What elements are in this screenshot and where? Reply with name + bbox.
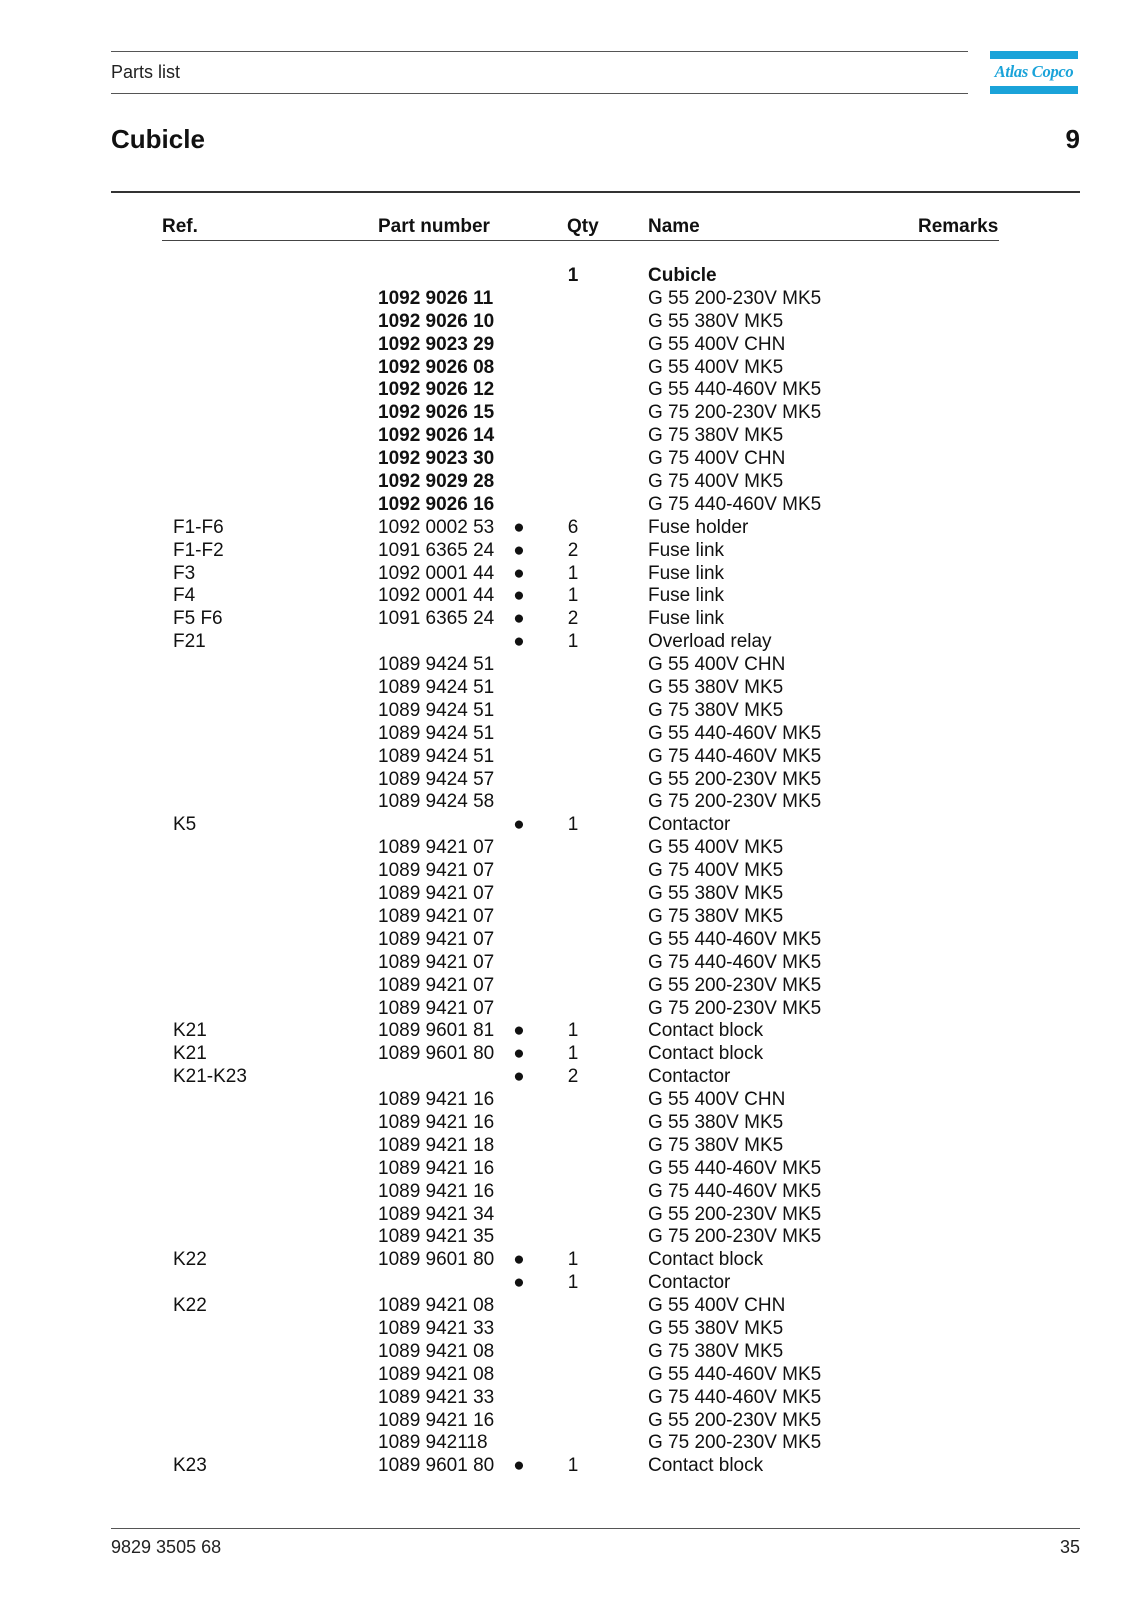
qty-cell: 1 <box>567 1249 579 1271</box>
footer-rule <box>111 1528 1080 1529</box>
part-number-cell: 1089 9601 81 <box>378 1020 495 1042</box>
table-row <box>0 379 1131 402</box>
title-rule <box>111 191 1080 193</box>
part-number-cell: 1089 9421 34 <box>378 1203 495 1225</box>
name-cell: Fuse link <box>648 585 725 607</box>
ref-cell: F1-F2 <box>173 539 224 561</box>
recommended-spare-marker: ● <box>513 1020 525 1042</box>
table-row <box>0 952 1131 975</box>
column-header-part-number: Part number <box>378 216 490 237</box>
ref-cell: K23 <box>173 1455 207 1477</box>
recommended-spare-marker: ● <box>513 562 525 584</box>
name-cell: G 75 380V MK5 <box>648 905 784 927</box>
name-cell: Fuse holder <box>648 516 749 538</box>
table-row <box>0 1272 1131 1295</box>
table-row <box>0 448 1131 471</box>
name-cell: G 75 380V MK5 <box>648 1134 784 1156</box>
table-row <box>0 723 1131 746</box>
name-cell: G 55 380V MK5 <box>648 883 784 905</box>
part-number-cell: 1089 9421 08 <box>378 1295 495 1317</box>
part-number-cell: 1089 9421 08 <box>378 1363 495 1385</box>
part-number-cell: 1089 942118 <box>378 1432 488 1454</box>
name-cell: G 55 200-230V MK5 <box>648 287 822 309</box>
table-row <box>0 265 1131 288</box>
part-number-cell: 1089 9421 07 <box>378 883 495 905</box>
part-number-cell: 1092 9026 15 <box>378 402 495 424</box>
table-row <box>0 1341 1131 1364</box>
name-cell: G 55 440-460V MK5 <box>648 722 822 744</box>
part-number-cell: 1092 0001 44 <box>378 562 495 584</box>
header-rule-top <box>111 51 968 52</box>
table-row <box>0 471 1131 494</box>
part-number-cell: 1089 9424 51 <box>378 654 495 676</box>
name-cell: Contact block <box>648 1455 764 1477</box>
name-cell: Cubicle <box>648 265 717 286</box>
name-cell: G 75 200-230V MK5 <box>648 402 822 424</box>
name-cell: G 55 400V CHN <box>648 1295 786 1317</box>
part-number-cell: 1092 0001 44 <box>378 585 495 607</box>
part-number-cell: 1089 9421 08 <box>378 1340 495 1362</box>
recommended-spare-marker: ● <box>513 1249 525 1271</box>
part-number-cell: 1091 6365 24 <box>378 539 495 561</box>
table-row <box>0 608 1131 631</box>
recommended-spare-marker: ● <box>513 1066 525 1088</box>
table-row <box>0 1318 1131 1341</box>
table-row <box>0 1410 1131 1433</box>
part-number-cell: 1092 9026 11 <box>378 287 494 309</box>
name-cell: G 55 440-460V MK5 <box>648 1363 822 1385</box>
qty-cell: 1 <box>567 1272 579 1294</box>
part-number-cell: 1091 6365 24 <box>378 608 495 630</box>
ref-cell: F1-F6 <box>173 516 224 538</box>
name-cell: Overload relay <box>648 631 772 653</box>
parts-table <box>0 265 1131 1478</box>
header-label: Parts list <box>111 62 181 82</box>
ref-cell: K21 <box>173 1020 207 1042</box>
name-cell: Fuse link <box>648 562 725 584</box>
part-number-cell: 1089 9421 18 <box>378 1134 495 1156</box>
ref-cell: F5 F6 <box>173 608 223 630</box>
name-cell: G 75 440-460V MK5 <box>648 745 822 767</box>
table-row <box>0 1089 1131 1112</box>
table-row <box>0 402 1131 425</box>
name-cell: G 55 440-460V MK5 <box>648 928 822 950</box>
qty-cell: 1 <box>567 1455 579 1477</box>
ref-cell: K22 <box>173 1249 207 1271</box>
ref-cell: K5 <box>173 814 197 836</box>
name-cell: Contactor <box>648 1272 731 1294</box>
name-cell: G 55 400V CHN <box>648 1089 786 1111</box>
qty-cell: 1 <box>567 562 579 584</box>
part-number-cell: 1089 9601 80 <box>378 1455 495 1477</box>
part-number-cell: 1089 9421 16 <box>378 1111 495 1133</box>
ref-cell: F4 <box>173 585 196 607</box>
name-cell: G 55 400V MK5 <box>648 356 784 378</box>
recommended-spare-marker: ● <box>513 814 525 836</box>
name-cell: G 55 440-460V MK5 <box>648 1157 822 1179</box>
name-cell: G 55 200-230V MK5 <box>648 974 822 996</box>
table-row <box>0 975 1131 998</box>
name-cell: G 75 200-230V MK5 <box>648 997 822 1019</box>
table-row <box>0 791 1131 814</box>
document-number: 9829 3505 68 <box>111 1537 222 1557</box>
name-cell: G 55 400V CHN <box>648 333 786 355</box>
qty-cell: 2 <box>567 608 579 630</box>
table-row <box>0 1204 1131 1227</box>
qty-cell: 1 <box>567 631 579 653</box>
part-number-cell: 1089 9421 07 <box>378 951 495 973</box>
qty-cell: 1 <box>567 585 579 607</box>
name-cell: G 75 380V MK5 <box>648 1340 784 1362</box>
name-cell: G 75 440-460V MK5 <box>648 493 822 515</box>
table-row <box>0 906 1131 929</box>
table-row <box>0 1432 1131 1455</box>
name-cell: Contactor <box>648 1066 731 1088</box>
column-header-name: Name <box>648 216 700 237</box>
table-row <box>0 494 1131 517</box>
part-number-cell: 1089 9421 07 <box>378 905 495 927</box>
part-number-cell: 1089 9421 07 <box>378 997 495 1019</box>
section-title: Cubicle <box>111 124 205 154</box>
name-cell: G 55 380V MK5 <box>648 677 784 699</box>
ref-cell: K21-K23 <box>173 1066 247 1088</box>
part-number-cell: 1092 9026 12 <box>378 379 495 401</box>
table-row <box>0 1066 1131 1089</box>
qty-cell: 1 <box>567 1020 579 1042</box>
part-number-cell: 1089 9421 07 <box>378 974 495 996</box>
part-number-cell: 1092 9026 16 <box>378 493 495 515</box>
name-cell: G 55 200-230V MK5 <box>648 768 822 790</box>
table-row <box>0 425 1131 448</box>
recommended-spare-marker: ● <box>513 1043 525 1065</box>
logo-text: Atlas Copco <box>994 62 1074 81</box>
table-row <box>0 311 1131 334</box>
part-number-cell: 1092 9023 29 <box>378 333 495 355</box>
column-header-ref: Ref. <box>162 216 198 237</box>
name-cell: G 55 380V MK5 <box>648 310 784 332</box>
name-cell: G 55 380V MK5 <box>648 1317 784 1339</box>
name-cell: G 75 380V MK5 <box>648 425 784 447</box>
qty-cell: 1 <box>567 814 579 836</box>
table-row <box>0 746 1131 769</box>
part-number-cell: 1089 9424 51 <box>378 699 495 721</box>
name-cell: G 75 380V MK5 <box>648 699 784 721</box>
table-row <box>0 334 1131 357</box>
column-header-remarks: Remarks <box>918 216 999 237</box>
part-number-cell: 1092 9026 10 <box>378 310 495 332</box>
name-cell: G 75 200-230V MK5 <box>648 1226 822 1248</box>
table-row <box>0 883 1131 906</box>
name-cell: G 75 200-230V MK5 <box>648 1432 822 1454</box>
table-row <box>0 677 1131 700</box>
part-number-cell: 1089 9601 80 <box>378 1249 495 1271</box>
header-rule-bottom <box>111 93 968 94</box>
name-cell: Fuse link <box>648 608 725 630</box>
part-number-cell: 1089 9421 07 <box>378 860 495 882</box>
part-number-cell: 1089 9421 16 <box>378 1157 495 1179</box>
qty-cell: 2 <box>567 539 579 561</box>
table-row <box>0 998 1131 1021</box>
part-number-cell: 1089 9421 07 <box>378 837 495 859</box>
table-row <box>0 1112 1131 1135</box>
name-cell: G 75 440-460V MK5 <box>648 1386 822 1408</box>
name-cell: G 55 200-230V MK5 <box>648 1409 822 1431</box>
name-cell: G 75 400V MK5 <box>648 471 784 493</box>
name-cell: Contactor <box>648 814 731 836</box>
section-number: 9 <box>1065 124 1080 154</box>
ref-cell: F21 <box>173 631 206 653</box>
table-row <box>0 1158 1131 1181</box>
part-number-cell: 1089 9421 35 <box>378 1226 495 1248</box>
name-cell: Contact block <box>648 1020 764 1042</box>
table-row <box>0 1020 1131 1043</box>
part-number-cell: 1089 9424 58 <box>378 791 495 813</box>
part-number-cell: 1089 9601 80 <box>378 1043 495 1065</box>
table-row <box>0 288 1131 311</box>
table-row <box>0 1135 1131 1158</box>
table-row <box>0 814 1131 837</box>
part-number-cell: 1089 9424 51 <box>378 745 495 767</box>
table-row <box>0 1181 1131 1204</box>
name-cell: G 75 400V MK5 <box>648 860 784 882</box>
part-number-cell: 1092 9026 14 <box>378 425 495 447</box>
table-row <box>0 700 1131 723</box>
recommended-spare-marker: ● <box>513 516 525 538</box>
ref-cell: K21 <box>173 1043 207 1065</box>
name-cell: Contact block <box>648 1249 764 1271</box>
name-cell: G 55 400V CHN <box>648 654 786 676</box>
part-number-cell: 1089 9421 33 <box>378 1386 495 1408</box>
recommended-spare-marker: ● <box>513 539 525 561</box>
recommended-spare-marker: ● <box>513 608 525 630</box>
qty-cell: 1 <box>567 265 579 286</box>
recommended-spare-marker: ● <box>513 1455 525 1477</box>
name-cell: Contact block <box>648 1043 764 1065</box>
table-row <box>0 1295 1131 1318</box>
table-row <box>0 631 1131 654</box>
name-cell: G 55 400V MK5 <box>648 837 784 859</box>
part-number-cell: 1092 9026 08 <box>378 356 495 378</box>
part-number-cell: 1089 9421 16 <box>378 1089 495 1111</box>
name-cell: G 75 440-460V MK5 <box>648 951 822 973</box>
name-cell: G 75 440-460V MK5 <box>648 1180 822 1202</box>
table-row <box>0 860 1131 883</box>
qty-cell: 2 <box>567 1066 579 1088</box>
table-row <box>0 837 1131 860</box>
table-row <box>0 1455 1131 1478</box>
name-cell: G 55 380V MK5 <box>648 1111 784 1133</box>
table-row <box>0 1043 1131 1066</box>
part-number-cell: 1092 0002 53 <box>378 516 495 538</box>
part-number-cell: 1092 9029 28 <box>378 471 495 493</box>
part-number-cell: 1089 9421 16 <box>378 1409 495 1431</box>
column-header-qty: Qty <box>567 216 599 237</box>
part-number-cell: 1089 9421 16 <box>378 1180 495 1202</box>
name-cell: Fuse link <box>648 539 725 561</box>
table-row <box>0 357 1131 380</box>
table-row <box>0 563 1131 586</box>
name-cell: G 75 200-230V MK5 <box>648 791 822 813</box>
logo-bar-bottom <box>990 86 1078 94</box>
ref-cell: F3 <box>173 562 196 584</box>
table-row <box>0 654 1131 677</box>
part-number-cell: 1089 9424 57 <box>378 768 495 790</box>
recommended-spare-marker: ● <box>513 1272 525 1294</box>
table-row <box>0 1226 1131 1249</box>
page-number: 35 <box>1059 1537 1080 1557</box>
table-row <box>0 1387 1131 1410</box>
part-number-cell: 1092 9023 30 <box>378 448 495 470</box>
qty-cell: 6 <box>567 516 579 538</box>
recommended-spare-marker: ● <box>513 631 525 653</box>
qty-cell: 1 <box>567 1043 579 1065</box>
part-number-cell: 1089 9424 51 <box>378 722 495 744</box>
column-header-rule <box>162 240 999 241</box>
table-row <box>0 585 1131 608</box>
part-number-cell: 1089 9421 07 <box>378 928 495 950</box>
name-cell: G 75 400V CHN <box>648 448 786 470</box>
atlas-copco-logo <box>990 51 1078 94</box>
table-row <box>0 1364 1131 1387</box>
recommended-spare-marker: ● <box>513 585 525 607</box>
table-row <box>0 1249 1131 1272</box>
part-number-cell: 1089 9424 51 <box>378 677 495 699</box>
table-row <box>0 769 1131 792</box>
part-number-cell: 1089 9421 33 <box>378 1317 495 1339</box>
table-row <box>0 929 1131 952</box>
table-row <box>0 517 1131 540</box>
name-cell: G 55 440-460V MK5 <box>648 379 822 401</box>
name-cell: G 55 200-230V MK5 <box>648 1203 822 1225</box>
ref-cell: K22 <box>173 1295 207 1317</box>
logo-bar-top <box>990 51 1078 59</box>
table-row <box>0 540 1131 563</box>
